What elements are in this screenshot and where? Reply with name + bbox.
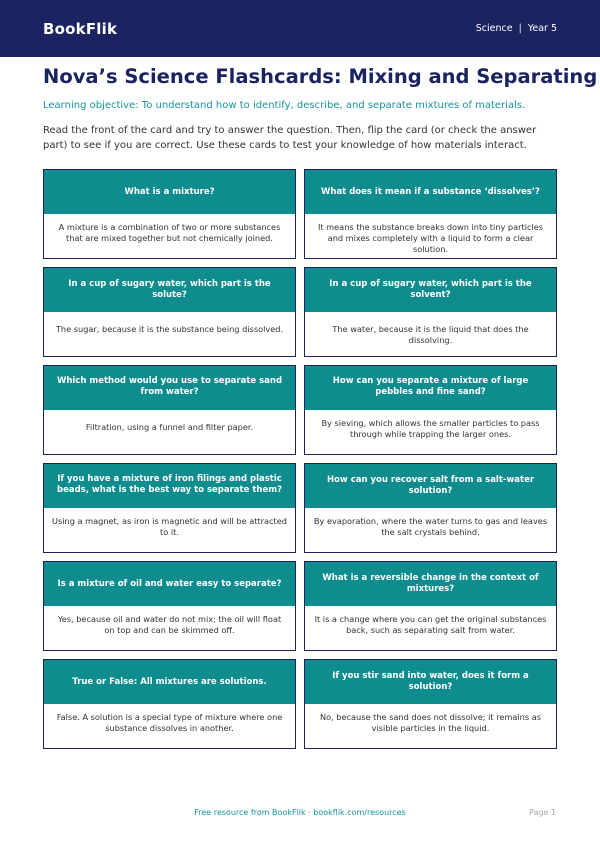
year-label: Year 5 [527, 23, 557, 34]
footer-link[interactable]: Free resource from BookFlik · bookflik.com/resources [194, 808, 406, 817]
card-back: Filtration, using a funnel and filter paper. [85, 422, 254, 432]
flashcard[interactable] [304, 659, 557, 749]
flashcard[interactable] [43, 463, 296, 553]
flashcard[interactable] [304, 561, 557, 651]
card-back: By sieving, which allows the smaller particles to pass through while trapping the larger ones. [321, 418, 540, 439]
card-front: How can you recover salt from a salt-water solution? [305, 464, 556, 508]
card-front: If you stir sand into water, does it form a solution? [305, 660, 556, 704]
header-bar [0, 0, 600, 57]
flashcard[interactable] [43, 659, 296, 749]
card-front: What is a mixture? [44, 170, 295, 214]
card-back: Using a magnet, as iron is magnetic and will be attracted to it. [52, 516, 288, 537]
flashcard[interactable] [304, 267, 557, 357]
learning-objective: Learning objective: To understand how to identify, describe, and separate mixtures of materials. [43, 100, 526, 111]
card-front: What does it mean if a substance ‘dissolves’? [305, 170, 556, 214]
flashcard-grid [43, 169, 557, 749]
page-number: Page 1 [529, 808, 556, 817]
card-back: The water, because it is the liquid that does the dissolving. [332, 324, 529, 345]
card-back: No, because the sand does not dissolve; it remains as visible particles in the liquid. [319, 712, 542, 733]
flashcard[interactable] [43, 365, 296, 455]
card-front: Which method would you use to separate sand from water? [44, 366, 295, 410]
card-back: False. A solution is a special type of mixture where one substance dissolves in another. [56, 712, 283, 733]
card-front: In a cup of sugary water, which part is the solvent? [305, 268, 556, 312]
subject-tag [476, 23, 557, 34]
brand-logo[interactable]: BookFlik [43, 19, 118, 38]
instructions: Read the front of the card and try to answer the question. Then, flip the card (or check the answer part) to see if you are correct. Use these cards to test your knowledge of how materials interact. [43, 125, 537, 151]
flashcard[interactable] [43, 267, 296, 357]
card-front: If you have a mixture of iron filings and plastic beads, what is the best way to separate them? [44, 464, 295, 508]
card-back: By evaporation, where the water turns to gas and leaves the salt crystals behind. [313, 516, 548, 537]
card-back: Yes, because oil and water do not mix; the oil will float on top and can be skimmed off. [57, 614, 282, 635]
page-title: Nova’s Science Flashcards: Mixing and Separating [43, 65, 598, 88]
flashcard[interactable] [304, 169, 557, 259]
flashcard[interactable] [304, 463, 557, 553]
card-back: It is a change where you can get the original substances back, such as separating salt from water. [314, 614, 547, 635]
subject-separator: | [518, 23, 522, 34]
card-back: The sugar, because it is the substance being dissolved. [55, 324, 284, 334]
card-front: In a cup of sugary water, which part is the solute? [44, 268, 295, 312]
flashcard[interactable] [304, 365, 557, 455]
card-front: What is a reversible change in the context of mixtures? [305, 562, 556, 606]
card-back: A mixture is a combination of two or more substances that are mixed together but not chemically joined. [58, 222, 281, 243]
subject-label: Science [475, 23, 513, 34]
card-front: True or False: All mixtures are solutions. [44, 660, 295, 704]
flashcard[interactable] [43, 169, 296, 259]
flashcard[interactable] [43, 561, 296, 651]
card-front: How can you separate a mixture of large pebbles and fine sand? [305, 366, 556, 410]
card-front: Is a mixture of oil and water easy to separate? [44, 562, 295, 606]
card-back: It means the substance breaks down into tiny particles and mixes completely with a liquid to form a clear solution. [317, 222, 544, 254]
